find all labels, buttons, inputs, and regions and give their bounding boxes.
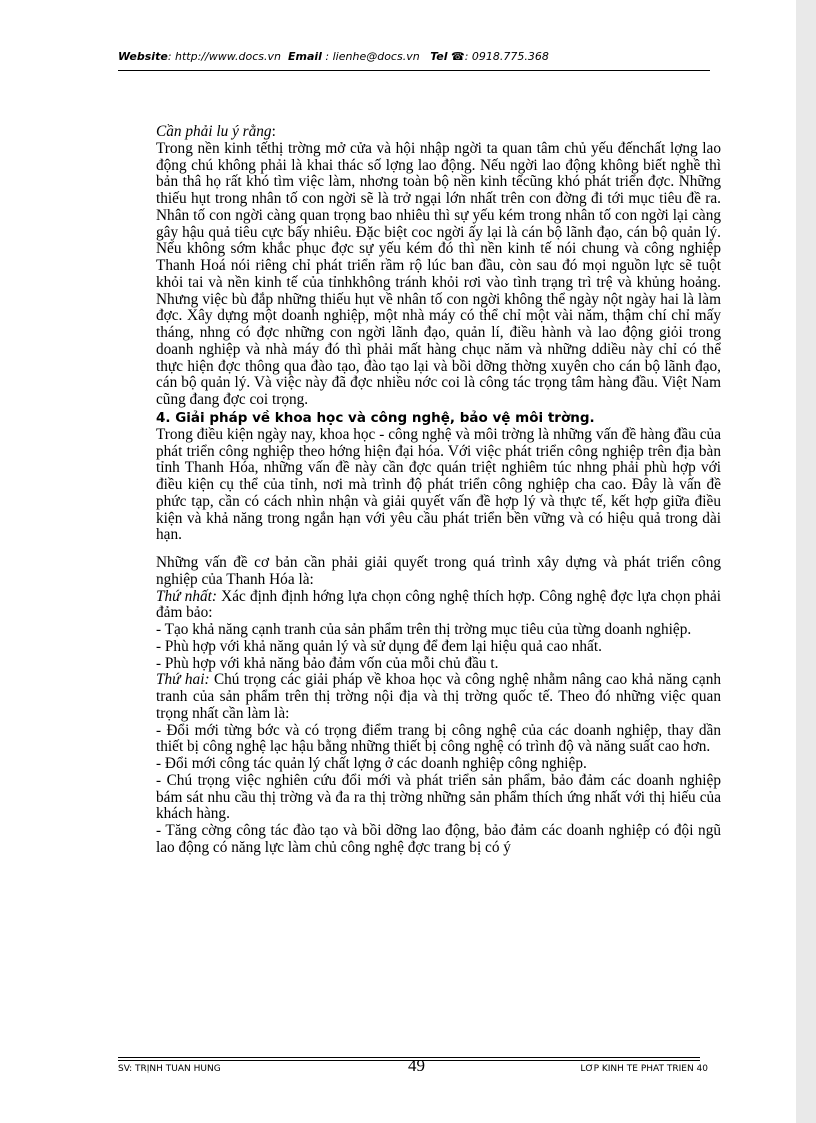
page-number: 49	[408, 1056, 425, 1075]
second-item-2: - Đổi mới công tác quản lý chất lợng ở các doanh nghiệp công nghiệp.	[156, 755, 587, 772]
email-value: : lienhe@docs.vn	[325, 50, 420, 63]
paragraph-human-factor: Trong nền kinh tếthị trờng mở cửa và hội nhập ngời ta quan tâm chủ yếu đếnchất lợng lao động chú không phải là khai thác số lợng lao động. Nếu ngời lao động không biết nghề thì bản thâ họ rất khó tìm việc làm, nhơng toàn bộ nền kinh tếcũng khó phát triển đợc. Những thiếu hụt trong nhân tố con ngời sẽ là trở ngại lớn nhất trên con đờng đi tới mục tiêu đề ra. Nhân tố con ngời càng quan trọng bao nhiêu thì sự yếu kém trong nhân tố con ngời lại càng gây hậu quả tiêu cực bấy nhiêu. Đặc biệt coc ngời ấy lại là cán bộ lãnh đạo, cán bộ quản lý. Nếu không sớm khắc phục đợc sự yếu kém đó thì nền kinh tế nói chung và công nghiệp Thanh Hoá nói riêng chỉ phát triển rầm rộ lúc ban đầu, còn sau đó mọi nguồn lực sẽ tuột khỏi tai và nền kinh tế của tỉnhkhông tránh khỏi rơi vào tình trạng trì trệ và khủng hoảng. Nhưng việc bù đắp những thiếu hụt về nhân tố con ngời không thể ngày nột ngày hai là làm đợc. Xây dựng một doanh nghiệp, một nhà máy có thể chỉ một vài năm, thậm chí chỉ mấy tháng, nhng có đợc những con ngời lãnh đạo, quản lí, điều hành và lao động giỏi trong doanh nghiệp và nhà máy đó thì phải mất hàng chục năm và những ddiều này chỉ có thể thực hiện đợc thông qua đào tạo, đào tạo lại và bồi dỡng thờng xuyên cho cán bộ lãnh đạo, cán bộ quản lý. Và việc này đã đợc nhiều nớc coi là công tác trọng tâm hàng đầu. Việt Nam cũng đang đợc coi trọng.	[156, 139, 721, 408]
website-label: Website	[118, 50, 168, 63]
note-title	[156, 124, 721, 141]
second-item-4: - Tăng cờng công tác đào tạo và bồi dỡng lao động, bảo đảm các doanh nghiệp có đội ngũ lao động có năng lực làm chủ công nghệ đợc trang bị có ý	[156, 822, 721, 856]
tel-label: Tel	[430, 50, 448, 63]
paragraph-basic-issues: Những vấn đề cơ bản cần phải giải quyết trong quá trình xây dựng và phát triển công nghiệp của Thanh Hóa là:	[156, 554, 721, 588]
tel-value: : 0918.775.368	[464, 50, 549, 63]
second-item-3: - Chú trọng việc nghiên cứu đổi mới và phát triển sản phẩm, bảo đảm các doanh nghiệp bám sát nhu cầu thị trờng và đa ra thị trờng những sản phẩm thích ứng nhất với thị hiếu của khách hàng.	[156, 771, 721, 823]
scan-edge-shadow	[796, 0, 816, 1123]
website-value: : http://www.docs.vn	[167, 50, 281, 63]
email-label: Email	[287, 50, 322, 63]
section-heading-4: 4. Giải pháp về khoa học và công nghệ, bảo vệ môi trờng.	[156, 409, 595, 426]
second-point-text: Chú trọng các giải pháp về khoa học và công nghệ nhằm nâng cao khả năng cạnh tranh của sản phẩm trên thị trờng nội địa và thị trờng quốc tế. Theo đó những việc quan trọng nhất cần làm là:	[156, 671, 721, 722]
footer-author: SV: TRỊNH TUẤN HÙNG	[118, 1064, 221, 1073]
second-point-label: Thứ hai:	[156, 671, 210, 689]
page-footer	[118, 1064, 708, 1073]
first-point	[156, 589, 721, 623]
header-rule	[118, 70, 710, 71]
phone-icon: ☎	[451, 50, 465, 63]
footer-class: LỚP KINH TẾ PHÁT TRIỂN 40	[580, 1064, 708, 1073]
note-title-colon: :	[271, 123, 276, 140]
first-item-1: - Tạo khả năng cạnh tranh của sản phẩm trên thị trờng mục tiêu của từng doanh nghiệp.	[156, 621, 692, 638]
paragraph-conditions: Trong điều kiện ngày nay, khoa học - công nghệ và môi trờng là những vấn đề hàng đầu của phát triển công nghiệp theo hớng hiện đại hóa. Với việc phát triển công nghiệp trên địa bàn tỉnh Thanh Hóa, những vấn đề này cần đợc quán triệt nghiêm túc nhng phải phù hợp với điều kiện cụ thể của tỉnh, nơi mà trình độ phát triển công nghiệp cha cao. Đây là vấn đề phức tạp, cần có cách nhìn nhận và giải quyết vấn đề hợp lý và thực tế, kết hợp giữa điều kiện và khả năng trong ngắn hạn với yêu cầu phát triển bền vững và có hiệu quả trong dài hạn.	[156, 425, 721, 544]
first-item-2: - Phù hợp với khả năng quản lý và sử dụng để đem lại hiệu quả cao nhất.	[156, 637, 602, 655]
document-body	[156, 124, 721, 857]
first-point-text: Xác định định hớng lựa chọn công nghệ thích hợp. Công nghệ đợc lựa chọn phải đảm bảo:	[156, 587, 721, 622]
page-header	[118, 50, 708, 63]
second-item-1: - Đổi mới từng bớc và có trọng điểm trang bị công nghệ của các doanh nghiệp, thay dần thiết bị công nghệ lạc hậu bằng những thiết bị công nghệ có trình độ và năng suất cao hơn.	[156, 721, 721, 756]
first-point-label: Thứ nhất:	[156, 587, 217, 605]
first-item-3: - Phù hợp với khả năng bảo đảm vốn của mỗi chủ đầu t.	[156, 654, 499, 672]
note-title-text: Cần phải lu ý rằng	[156, 123, 272, 140]
second-point	[156, 672, 721, 722]
